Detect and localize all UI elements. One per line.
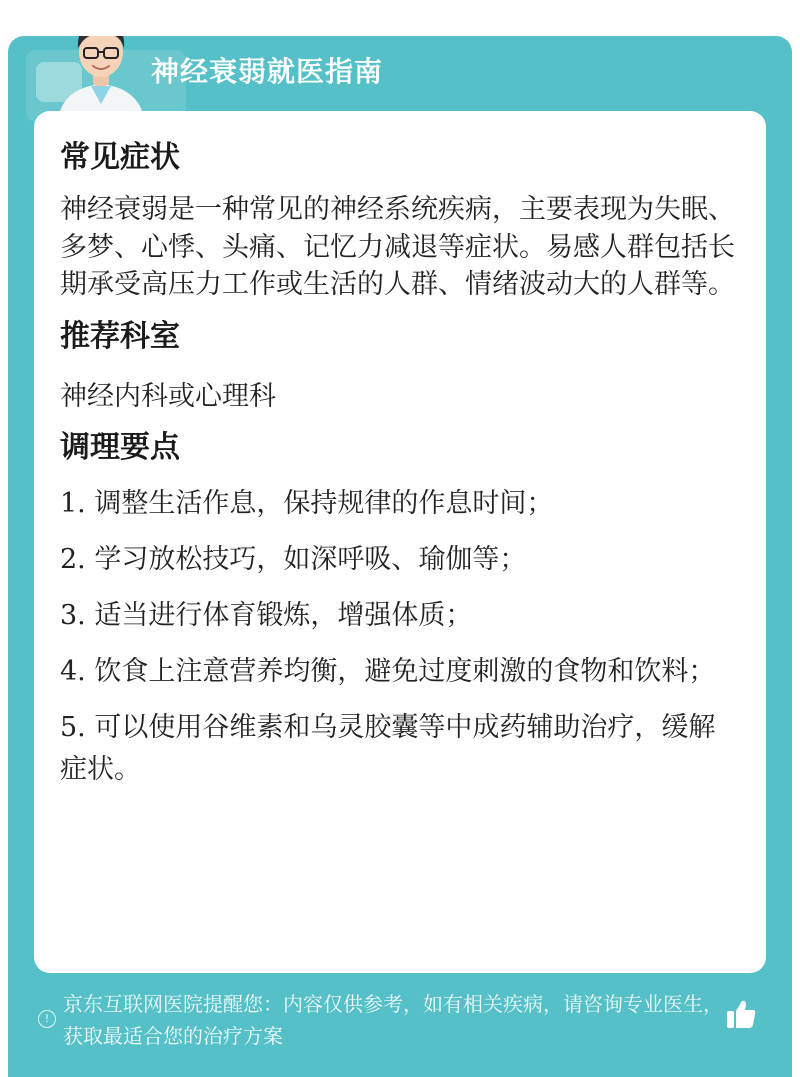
list-item — [60, 651, 740, 693]
disclaimer-footer — [8, 982, 792, 1077]
list-item-text: 适当进行体育锻炼，增强体质； — [94, 600, 473, 631]
symptoms-heading: 常见症状 — [60, 140, 180, 175]
list-item-number: 1. — [60, 488, 86, 519]
disclaimer-text: 京东互联网医院提醒您：内容仅供参考，如有相关疾病，请咨询专业医生，获取最适合您的治疗方案 — [63, 992, 723, 1048]
list-item — [60, 595, 740, 637]
guide-panel — [8, 36, 792, 1077]
department-text: 神经内科或心理科 — [60, 380, 276, 412]
info-icon: ! — [38, 1010, 56, 1028]
list-item-text: 调整生活作息，保持规律的作息时间； — [94, 488, 554, 519]
list-item-text: 学习放松技巧，如深呼吸、瑜伽等； — [94, 544, 527, 575]
list-item-number: 4. — [60, 656, 86, 687]
list-item — [60, 707, 740, 791]
care-list — [60, 483, 740, 791]
list-item-text: 饮食上注意营养均衡，避免过度刺激的食物和饮料； — [94, 656, 716, 687]
department-heading: 推荐科室 — [60, 318, 180, 354]
list-item-number: 3. — [60, 600, 86, 631]
doctor-avatar-icon — [46, 36, 156, 118]
list-item-number: 5. — [60, 712, 86, 743]
care-heading: 调理要点 — [60, 430, 180, 465]
list-item-text: 可以使用谷维素和乌灵胶囊等中成药辅助治疗，缓解症状。 — [60, 712, 716, 785]
list-item — [60, 539, 740, 581]
list-item-number: 2. — [60, 544, 86, 575]
page-title: 神经衰弱就医指南 — [151, 55, 384, 88]
list-item — [60, 483, 740, 525]
thumbs-up-icon[interactable] — [724, 997, 758, 1031]
content-card — [34, 111, 766, 973]
symptoms-text: 神经衰弱是一种常见的神经系统疾病，主要表现为失眠、多梦、心悸、头痛、记忆力减退等症状。易感人群包括长期承受高压力工作或生活的人群、情绪波动大的人群等。 — [60, 194, 735, 300]
